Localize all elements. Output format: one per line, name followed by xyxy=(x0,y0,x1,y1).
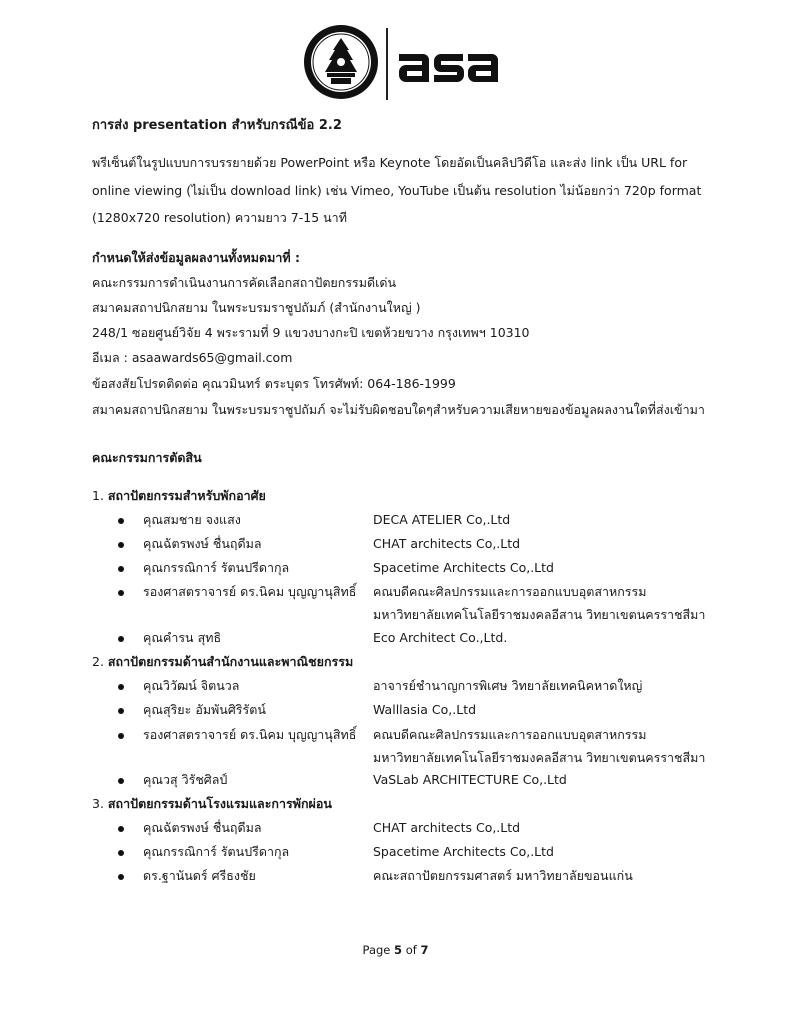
bullet-icon xyxy=(118,826,124,832)
bullet-icon xyxy=(118,566,124,572)
jury-member-affiliation: อาจารย์ชำนาญการพิเศษ วิทยาลัยเทคนิคหาดใหญ่ xyxy=(373,678,643,693)
page-current: 5 xyxy=(394,943,403,957)
jury-member-name: รองศาสตราจารย์ ดร.นิคม บุญญานุสิทธิ์ xyxy=(143,727,357,742)
bullet-icon xyxy=(118,636,124,642)
bullet-icon xyxy=(118,874,124,880)
bullet-icon xyxy=(118,684,124,690)
bullet-icon xyxy=(118,518,124,524)
jury-member-name: คุณคำรน สุทธิ xyxy=(143,630,222,645)
jury-member-name: คุณฉัตรพงษ์ ชื่นฤดีมล xyxy=(143,536,262,551)
jury-member-affiliation: คณะสถาปัตยกรรมศาสตร์ มหาวิทยาลัยขอนแก่น xyxy=(373,868,633,883)
asa-wordmark-logo xyxy=(397,44,503,84)
jury-member-name: คุณฉัตรพงษ์ ชื่นฤดีมล xyxy=(143,820,262,835)
category-number: 2. xyxy=(92,654,104,669)
jury-heading: คณะกรรมการตัดสิน xyxy=(92,450,202,465)
bullet-icon xyxy=(118,850,124,856)
jury-member-affiliation: Walllasia Co,.Ltd xyxy=(373,702,477,717)
category-heading xyxy=(92,654,353,670)
section-title: การส่ง presentation สำหรับกรณีข้อ 2.2 xyxy=(92,118,342,133)
submission-line: คณะกรรมการดำเนินงานการคัดเลือกสถาปัตยกรรมดีเด่น xyxy=(92,275,397,290)
jury-member-name: คุณวสุ วิรัชศิลป์ xyxy=(143,772,228,787)
jury-member-affiliation: คณบดีคณะศิลปกรรมและการออกแบบอุตสาหกรรม xyxy=(373,727,647,742)
jury-member-name: คุณสมชาย จงแสง xyxy=(143,512,241,527)
jury-member-affiliation-line2: มหาวิทยาลัยเทคโนโลยีราชมงคลอีสาน วิทยาเขตนครราชสีมา xyxy=(373,607,706,622)
jury-member-name: คุณกรรณิการ์ รัตนปรีดากุล xyxy=(143,844,290,859)
page-total: 7 xyxy=(420,943,429,957)
bullet-icon xyxy=(118,590,124,596)
intro-line: พรีเซ็นต์ในรูปแบบการบรรยายด้วย PowerPoint หรือ Keynote โดยอัดเป็นคลิปวิดีโอ และส่ง link เป็น URL for xyxy=(92,155,688,170)
jury-member-name: คุณวิวัฒน์ จิตนวล xyxy=(143,678,240,693)
jury-member-affiliation: คณบดีคณะศิลปกรรมและการออกแบบอุตสาหกรรม xyxy=(373,584,647,599)
bullet-icon xyxy=(118,778,124,784)
submission-contact: ข้อสงสัยโปรดติดต่อ คุณวมินทร์ ตระบุตร โทรศัพท์: 064-186-1999 xyxy=(92,376,456,391)
intro-line: (1280x720 resolution) ความยาว 7-15 นาที xyxy=(92,210,347,225)
page-of: of xyxy=(405,943,417,957)
jury-member-affiliation: Eco Architect Co.,Ltd. xyxy=(373,630,508,645)
submission-heading: กำหนดให้ส่งข้อมูลผลงานทั้งหมดมาที่ : xyxy=(92,250,300,265)
jury-member-name: รองศาสตราจารย์ ดร.นิคม บุญญานุสิทธิ์ xyxy=(143,584,357,599)
jury-member-affiliation: Spacetime Architects Co,.Ltd xyxy=(373,844,554,859)
category-label: สถาปัตยกรรมด้านโรงแรมและการพักผ่อน xyxy=(107,796,332,811)
page-number-footer xyxy=(0,943,791,957)
category-heading xyxy=(92,488,266,504)
submission-email: อีเมล : asaawards65@gmail.com xyxy=(92,350,293,365)
jury-member-name: ดร.ฐานันดร์ ศรีธงชัย xyxy=(143,868,256,883)
submission-disclaimer: สมาคมสถาปนิกสยาม ในพระบรมราชูปถัมภ์ จะไม่รับผิดชอบใดๆสำหรับความเสียหายของข้อมูลผลงานใดที่ส่งเข้ามา xyxy=(92,402,705,417)
jury-member-name: คุณสุริยะ อัมพันศิริรัตน์ xyxy=(143,702,266,717)
submission-line: สมาคมสถาปนิกสยาม ในพระบรมราชูปถัมภ์ (สำนักงานใหญ่ ) xyxy=(92,300,421,315)
jury-member-affiliation: Spacetime Architects Co,.Ltd xyxy=(373,560,554,575)
bullet-icon xyxy=(118,542,124,548)
category-number: 3. xyxy=(92,796,104,811)
submission-address: 248/1 ซอยศูนย์วิจัย 4 พระรามที่ 9 แขวงบางกะปิ เขตห้วยขวาง กรุงเทพฯ 10310 xyxy=(92,325,530,340)
page-label: Page xyxy=(362,943,391,957)
bullet-icon xyxy=(118,733,124,739)
category-heading xyxy=(92,796,332,812)
intro-line: online viewing (ไม่เป็น download link) เช่น Vimeo, YouTube เป็นต้น resolution ไม่น้อยกว่า 720p format xyxy=(92,183,702,198)
logo-divider xyxy=(386,28,388,100)
bullet-icon xyxy=(118,708,124,714)
jury-member-affiliation: DECA ATELIER Co,.Ltd xyxy=(373,512,511,527)
category-label: สถาปัตยกรรมสำหรับพักอาศัย xyxy=(107,488,266,503)
jury-member-name: คุณกรรณิการ์ รัตนปรีดากุล xyxy=(143,560,290,575)
category-label: สถาปัตยกรรมด้านสำนักงานและพาณิชยกรรม xyxy=(107,654,354,669)
asa-seal-logo xyxy=(303,24,379,100)
jury-member-affiliation-line2: มหาวิทยาลัยเทคโนโลยีราชมงคลอีสาน วิทยาเขตนครราชสีมา xyxy=(373,750,706,765)
jury-member-affiliation: VaSLab ARCHITECTURE Co,.Ltd xyxy=(373,772,567,787)
category-number: 1. xyxy=(92,488,104,503)
jury-member-affiliation: CHAT architects Co,.Ltd xyxy=(373,536,521,551)
jury-member-affiliation: CHAT architects Co,.Ltd xyxy=(373,820,521,835)
